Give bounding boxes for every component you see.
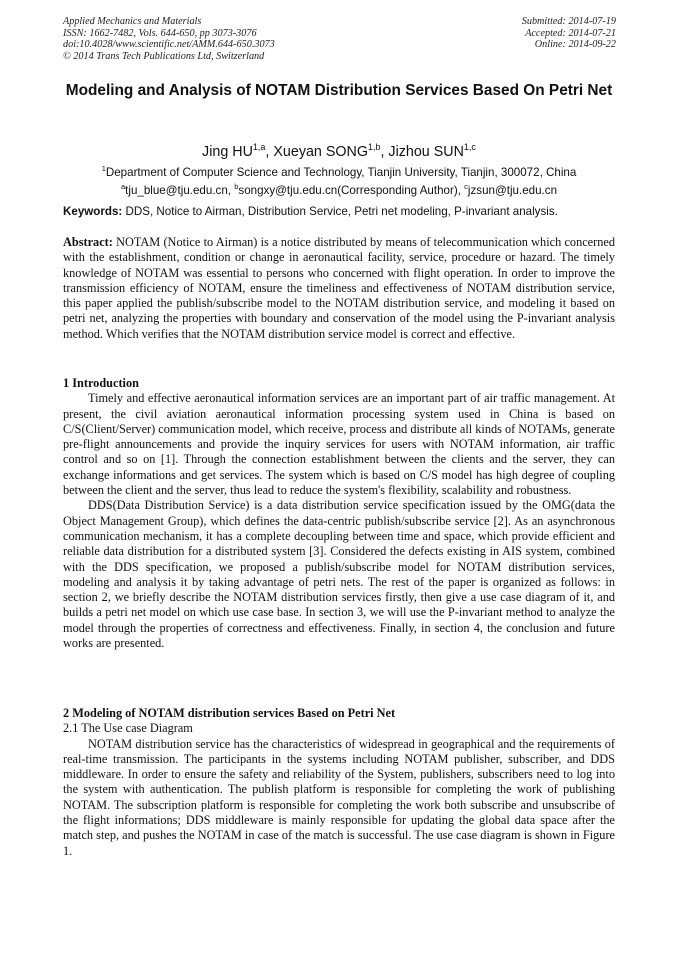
online-date: Online: 2014-09-22	[534, 39, 616, 51]
author-name: Jizhou SUN	[388, 143, 464, 160]
author-affil-mark: 1,b	[367, 142, 381, 152]
email-c: jzsun@tju.edu.cn	[467, 183, 558, 197]
email-a: tju_blue@tju.edu.cn,	[125, 183, 235, 197]
subsection-heading: 2.1 The Use case Diagram	[63, 721, 193, 736]
email-mark: a	[120, 181, 126, 191]
author-name: Jing HU	[202, 143, 253, 160]
author-separator: ,	[380, 143, 389, 160]
abstract-label: Abstract:	[63, 235, 113, 249]
email-line	[55, 180, 623, 198]
author-separator: ,	[265, 143, 274, 160]
keywords-text: DDS, Notice to Airman, Distribution Service, Petri net modeling, P-invariant analysis.	[122, 205, 558, 218]
paragraph: Timely and effective aeronautical information services are an important part of air traffic management. At present, the civil aviation aeronautical information processing system used in China is based on C/S(Client/Server) communication model, which receive, process and distribute all kinds of NOTAMs, generate pre-flight announcements and provide the inquiry services for users with NOTAM information, air traffic control and so on [1]. Through the connection establishment between the clients and the server, they can exchange informations and get services. The system which is based on C/S model has high degree of coupling between the client and the server, thus lead to reduce the system's flexibility, scalability and robustness.	[63, 391, 615, 498]
keywords	[63, 205, 623, 219]
author-affil-mark: 1,c	[463, 142, 476, 152]
copyright-line: © 2014 Trans Tech Publications Ltd, Switzerland	[63, 50, 265, 62]
section-heading: 2 Modeling of NOTAM distribution services Based on Petri Net	[63, 706, 396, 720]
abstract	[63, 235, 615, 342]
affiliation-block	[55, 162, 623, 198]
author-list	[60, 138, 618, 161]
journal-header	[63, 16, 393, 62]
abstract-text: NOTAM (Notice to Airman) is a notice distributed by means of telecommunication which concerned with the establishment, condition or change in aeronautical facility, service, procedure or hazard. The timely knowledge of NOTAM was essential to persons who concerned with flight operation. In order to improve the transmission efficiency of NOTAM, ensure the timeliness and effectiveness of NOTAM distribution service, this paper applied the publish/subscribe model to the NOTAM distribution service, and modeling it based on petri net, analyzing the properties with boundary and conservation of the model using the P-invariant analysis method. Which verifies that the NOTAM distribution service model is correct and effective.	[63, 235, 615, 341]
submitted-date: Submitted: 2014-07-19	[521, 16, 616, 27]
section-heading: 1 Introduction	[63, 376, 139, 390]
email-mark: b	[234, 181, 239, 191]
email-mark: c	[464, 181, 468, 191]
paragraph: NOTAM distribution service has the characteristics of widespread in geographical and the requirements of real-time transmission. The participants in the systems including NOTAM publisher, subscriber, and DDS middleware. In order to ensure the safety and reliability of the System, publishers, subscribers need to log into the system with authentication. The publish platform is responsible for completing the work of publishing NOTAM. The subscription platform is responsible for completing the work both subscribe and unsubscribe of the flight informations; DDS middleware is mainly responsible for updating the global data space after the match step, and pushes the NOTAM in case of the match is successful. The use case diagram is shown in Figure 1.	[63, 736, 615, 858]
accepted-date: Accepted: 2014-07-21	[525, 27, 616, 39]
department: Department of Computer Science and Technology, Tianjin University, Tianjin, 300072, China	[105, 165, 577, 179]
journal-name: Applied Mechanics and Materials	[63, 16, 202, 27]
section-introduction	[63, 376, 615, 651]
abstract-paragraph	[63, 235, 615, 342]
issn-line: ISSN: 1662-7482, Vols. 644-650, pp 3073-3076	[63, 27, 257, 39]
keywords-label: Keywords:	[63, 205, 123, 218]
doi-line: doi:10.4028/www.scientific.net/AMM.644-650.3073	[63, 39, 275, 51]
paper-title: Modeling and Analysis of NOTAM Distribution Services Based On Petri Net	[65, 82, 613, 99]
affiliation-line	[55, 162, 623, 180]
dates-header	[396, 16, 616, 51]
affil-mark: 1	[101, 164, 106, 173]
paragraph: DDS(Data Distribution Service) is a data distribution service specification issued by the OMG(data the Object Management Group), which defines the data-centric publish/subscribe service [2]. As an asynchronous communication mechanism, it has a complete decoupling between time and space, which provide efficient and reliable data distribution for a distributed system [3]. Considered the defects existing in AIS system, combined with the DDS specification, we proposed a publish/subscribe model for NOTAM distribution services, modeling and analysis it by taking advantage of petri nets. The rest of the paper is organized as follows: in section 2, we briefly describe the NOTAM distribution services firstly, then give a use case diagram of it, and builds a petri net model on which use case base. In section 3, we will use the P-invariant method to analyze the model through the properties of correctness and effectiveness. Finally, in section 4, the conclusion and future works are presented.	[63, 498, 615, 651]
email-b: songxy@tju.edu.cn(Corresponding Author),	[238, 183, 465, 197]
author-affil-mark: 1,a	[252, 142, 266, 152]
author-name: Xueyan SONG	[273, 143, 368, 160]
section-modeling	[63, 706, 615, 859]
